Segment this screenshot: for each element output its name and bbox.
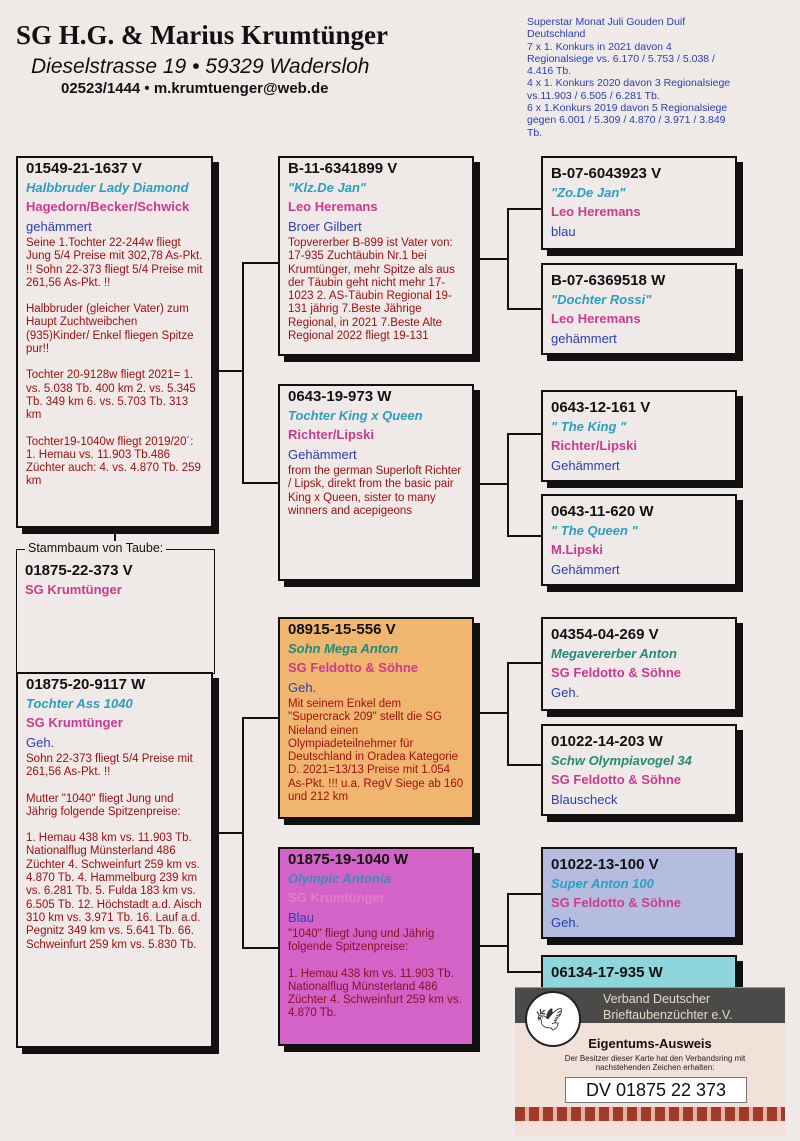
pigeon-ring: 01875-22-373 V bbox=[25, 562, 133, 579]
connector-line bbox=[242, 262, 278, 264]
pigeon-breeder: SG Krumtünger bbox=[25, 582, 122, 597]
connector-line bbox=[507, 893, 509, 973]
ff-breeder: Leo Heremans bbox=[288, 199, 378, 214]
connector-line bbox=[507, 535, 541, 537]
connector-line bbox=[242, 717, 278, 719]
fmf-ring: 0643-12-161 V bbox=[551, 399, 651, 416]
mother-color: Geh. bbox=[26, 735, 55, 750]
ffm-breeder: Leo Heremans bbox=[551, 311, 641, 326]
mm-ring: 01875-19-1040 W bbox=[288, 851, 409, 868]
connector-line bbox=[507, 893, 541, 895]
card-org-line2: Brieftaubenzüchter e.V. bbox=[603, 1008, 733, 1022]
note-paragraph: Tochter 20-9128w fliegt 2021= 1. vs. 5.038 Tb. 400 km 2. vs. 5.345 Tb. 349 km 6. vs. 5.703 Tb. 313 km bbox=[26, 369, 196, 422]
card-stripe bbox=[515, 1107, 785, 1121]
mm-name: Olympic Antonia bbox=[288, 871, 391, 886]
ggp-mmf-box bbox=[541, 847, 737, 939]
mm-notes bbox=[288, 928, 464, 1021]
mm-breeder: SG Krumtünger bbox=[288, 890, 385, 905]
mff-name: Megavererber Anton bbox=[551, 646, 677, 661]
father-name: Halbbruder Lady Diamond bbox=[26, 180, 189, 195]
superstar-line: 4 x 1. Konkurs 2020 davon 3 Regionalsiege bbox=[527, 77, 731, 90]
ggp-ffm-box bbox=[541, 263, 737, 355]
connector-line bbox=[507, 764, 541, 766]
pedigree-label: Stammbaum von Taube: bbox=[25, 541, 166, 555]
ffm-name: "Dochter Rossi" bbox=[551, 292, 652, 307]
superstar-line: Regionalsiege vs. 6.170 / 5.753 / 5.038 / bbox=[527, 52, 715, 65]
father-box bbox=[16, 156, 213, 528]
ffm-color: gehämmert bbox=[551, 331, 617, 346]
connector-line bbox=[242, 482, 278, 484]
note-paragraph: 1. Hemau 438 km vs. 11.903 Tb. Nationalflug Münsterland 486 Züchter 4. Schweinfurt 259 km vs. 4.870 Tb. bbox=[288, 967, 462, 1020]
mfm-name: Schw Olympiavogel 34 bbox=[551, 753, 692, 768]
superstar-line: vs.11.903 / 6.505 / 6.281 Tb. bbox=[527, 89, 660, 102]
ggp-mfm-box bbox=[541, 724, 737, 816]
ggp-fff-box bbox=[541, 156, 737, 250]
fmf-breeder: Richter/Lipski bbox=[551, 438, 637, 453]
note-paragraph: Seine 1.Tochter 22-244w fliegt Jung 5/4 Preise mit 302,78 As-Pkt. !! Sohn 22-373 fliegt 5/4 Preise mit 261,56 As-Pkt. !! bbox=[26, 237, 203, 289]
connector-line bbox=[507, 662, 509, 766]
ownership-card bbox=[515, 987, 785, 1136]
father-color: gehämmert bbox=[26, 219, 92, 234]
note-paragraph: "1040" fliegt Jung und Jährig folgende Spitzenpreise: bbox=[288, 928, 435, 954]
superstar-note bbox=[527, 16, 757, 139]
paternal-grandmother-box bbox=[278, 384, 474, 581]
card-title: Eigentums-Ausweis bbox=[588, 1036, 712, 1051]
mother-breeder: SG Krumtünger bbox=[26, 715, 123, 730]
note-paragraph: from the german Superloft Richter / Lipsk, direkt from the basic pair King x Queen, sister to many winners and acepigeons bbox=[288, 465, 462, 517]
connector-line bbox=[507, 662, 541, 664]
card-org-line1: Verband Deutscher bbox=[603, 992, 711, 1006]
note-paragraph: 1. Hemau 438 km vs. 11.903 Tb. Nationalflug Münsterland 486 Züchter 4. Schweinfurt 259 km vs. 4.870 Tb. 4. Hammelburg 239 km vs. 6.281 Tb. 5. Fulda 183 km vs. 6.505 Tb. 12. Höchstadt a.d. Aisch 310 km vs. 3.971 Tb. 16. Lauf a.d. Pegnitz 349 km vs. 5.641 Tb. 66. Schweinfurt 259 km vs. 5.830 Tb. bbox=[26, 832, 202, 951]
fm-name: Tochter King x Queen bbox=[288, 408, 423, 423]
superstar-line: Deutschland bbox=[527, 28, 586, 41]
mfm-breeder: SG Feldotto & Söhne bbox=[551, 772, 681, 787]
note-paragraph: Halbbruder (gleicher Vater) zum Haupt Zuchtweibchen (935)Kinder/ Enkel fliegen Spitze pur!! bbox=[26, 303, 194, 356]
mother-name: Tochter Ass 1040 bbox=[26, 696, 133, 711]
ring-code: DV 01875 22 373 bbox=[565, 1077, 747, 1103]
superstar-line: 4.416 Tb. bbox=[527, 65, 572, 78]
note-paragraph: Mutter "1040" fliegt Jung und Jährig folgende Spitzenpreise: bbox=[26, 792, 181, 818]
connector-line bbox=[242, 947, 278, 949]
superstar-line: Tb. bbox=[527, 126, 543, 139]
mother-ring: 01875-20-9117 W bbox=[26, 676, 146, 693]
connector-line bbox=[507, 308, 541, 310]
note-paragraph: Mit seinem Enkel dem "Supercrack 209" stellt die SG Nieland einen Olympiadeteilnehmer für Deutschland in Oradea Kategorie D. 2021=13/13 Preise mit 1.054 As-Pkt. !!! u.a. RegV Siege ab 160 und 212 km bbox=[288, 698, 464, 804]
note-paragraph: Tochter19-1040w fliegt 2019/20´: 1. Hemau vs. 11.903 Tb.486 Züchter auch: 4. vs. 4.870 Tb. 259 km bbox=[26, 435, 201, 488]
mff-breeder: SG Feldotto & Söhne bbox=[551, 665, 681, 680]
fm-color: Gehämmert bbox=[288, 447, 357, 462]
fm-ring: 0643-19-973 W bbox=[288, 388, 392, 405]
fff-color: blau bbox=[551, 224, 576, 239]
ffm-ring: B-07-6369518 W bbox=[551, 272, 666, 289]
fmm-name: " The Queen " bbox=[551, 523, 638, 538]
mmf-color: Geh. bbox=[551, 915, 580, 930]
maternal-grandmother-box bbox=[278, 847, 474, 1046]
connector-line bbox=[242, 262, 244, 484]
connector-line bbox=[474, 712, 508, 714]
fmm-breeder: M.Lipski bbox=[551, 542, 604, 557]
pigeon-icon: 🕊 bbox=[535, 1007, 563, 1032]
mf-notes bbox=[288, 698, 464, 804]
ff-ring: B-11-6341899 V bbox=[288, 160, 398, 177]
superstar-line: Superstar Monat Juli Gouden Duif bbox=[527, 16, 686, 28]
card-subtitle: Der Besitzer dieser Karte hat den Verbandsring mit nachstehenden Zeichen erhalten: bbox=[564, 1054, 746, 1072]
connector-line bbox=[242, 717, 244, 949]
ff-color: Broer Gilbert bbox=[288, 219, 362, 234]
connector-line bbox=[213, 832, 243, 834]
fmm-color: Gehämmert bbox=[551, 562, 620, 577]
mf-name: Sohn Mega Anton bbox=[288, 641, 399, 656]
note-paragraph: Sohn 22-373 fliegt 5/4 Preise mit 261,56 As-Pkt. !! bbox=[26, 753, 193, 779]
father-notes bbox=[26, 237, 203, 489]
note-paragraph: Topvererber B-899 ist Vater von: 17-935 Zuchtäubin Nr.1 bei Krumtünger, mehr Spitze als aus der Täubin geht nicht mehr 17-1023 2. AS-Täubin Regional 19-131 jährig 7.Beste Jährige Regional, in 2021 7.Beste Alte Regional 2022 fliegt 19-131 bbox=[288, 237, 455, 343]
mmf-ring: 01022-13-100 V bbox=[551, 856, 659, 873]
ff-notes bbox=[288, 237, 464, 343]
ggp-fmf-box bbox=[541, 390, 737, 482]
superstar-line: gegen 6.001 / 5.309 / 4.870 / 3.971 / 3.849 bbox=[527, 114, 726, 127]
mf-breeder: SG Feldotto & Söhne bbox=[288, 660, 418, 675]
mm-color: Blau bbox=[288, 910, 315, 925]
father-breeder: Hagedorn/Becker/Schwick bbox=[26, 199, 190, 214]
fff-breeder: Leo Heremans bbox=[551, 204, 641, 219]
connector-line bbox=[474, 483, 508, 485]
fff-name: "Zo.De Jan" bbox=[551, 185, 626, 200]
fff-ring: B-07-6043923 V bbox=[551, 165, 662, 182]
pigeon-box bbox=[16, 541, 215, 674]
father-ring: 01549-21-1637 V bbox=[26, 160, 142, 177]
mf-color: Geh. bbox=[288, 680, 317, 695]
ggp-fmm-box bbox=[541, 494, 737, 586]
breeder-title: SG H.G. & Marius Krumtünger bbox=[16, 20, 388, 50]
maternal-grandfather-box bbox=[278, 617, 474, 819]
connector-line bbox=[507, 971, 541, 973]
mf-ring: 08915-15-556 V bbox=[288, 621, 396, 638]
connector-line bbox=[507, 208, 541, 210]
connector-line bbox=[474, 945, 508, 947]
mmf-breeder: SG Feldotto & Söhne bbox=[551, 895, 681, 910]
connector-line bbox=[213, 370, 243, 372]
ggp-mff-box bbox=[541, 617, 737, 711]
fmf-name: " The King " bbox=[551, 419, 627, 434]
mmm-ring: 06134-17-935 W bbox=[551, 964, 663, 981]
ff-name: "Klz.De Jan" bbox=[288, 180, 367, 195]
mff-color: Geh. bbox=[551, 685, 580, 700]
mother-notes bbox=[26, 753, 203, 952]
fm-breeder: Richter/Lipski bbox=[288, 427, 374, 442]
mmf-name: Super Anton 100 bbox=[551, 876, 654, 891]
paternal-grandfather-box bbox=[278, 156, 474, 356]
mfm-color: Blauscheck bbox=[551, 792, 618, 807]
fmm-ring: 0643-11-620 W bbox=[551, 503, 654, 520]
breeder-contact: 02523/1444 • m.krumtuenger@web.de bbox=[61, 80, 329, 97]
connector-line bbox=[507, 433, 541, 435]
connector-line bbox=[507, 433, 509, 537]
superstar-line: 7 x 1. Konkurs in 2021 davon 4 bbox=[527, 40, 672, 53]
mfm-ring: 01022-14-203 W bbox=[551, 733, 663, 750]
mother-box bbox=[16, 672, 213, 1048]
connector-line bbox=[507, 208, 509, 310]
connector-line bbox=[474, 258, 508, 260]
superstar-line: 6 x 1.Konkurs 2019 davon 5 Regionalsiege bbox=[527, 102, 728, 115]
breeder-address: Dieselstrasse 19 • 59329 Wadersloh bbox=[31, 55, 370, 78]
mff-ring: 04354-04-269 V bbox=[551, 626, 659, 643]
fm-notes bbox=[288, 465, 464, 518]
fmf-color: Gehämmert bbox=[551, 458, 620, 473]
